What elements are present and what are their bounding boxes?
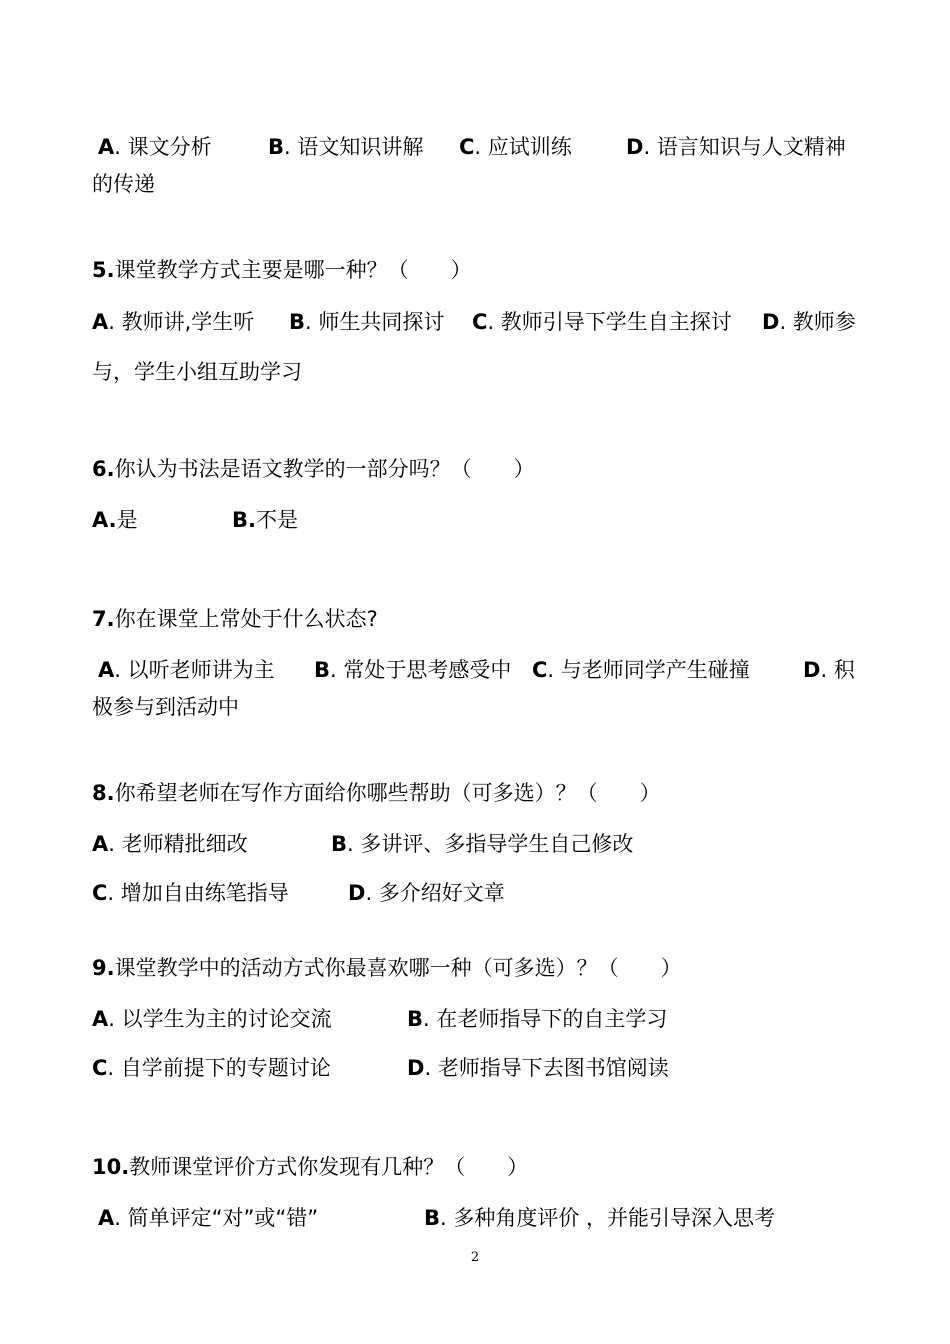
q5-option-a-key: A bbox=[92, 310, 109, 334]
q8-option-d-text: . 多介绍好文章 bbox=[365, 881, 505, 905]
q9-option-c-text: . 自学前提下的专题讨论 bbox=[107, 1056, 331, 1080]
q7-option-c-key: C bbox=[532, 658, 548, 682]
q8-option-d bbox=[348, 883, 505, 904]
q10-stem bbox=[92, 1157, 528, 1178]
q8-option-c-key: C bbox=[92, 881, 108, 905]
q9-stem-text: 课堂教学中的活动方式你最喜欢哪一种（可多选）？（ ） bbox=[114, 956, 682, 980]
q5-option-d bbox=[762, 312, 856, 333]
q6-stem bbox=[92, 459, 535, 480]
q6-option-b bbox=[232, 510, 298, 531]
q5-option-c bbox=[472, 312, 732, 333]
q4-option-c bbox=[459, 137, 572, 158]
q4-wrap-line: 的传递 bbox=[92, 172, 155, 196]
q6-option-a bbox=[92, 510, 138, 531]
q9-option-a-key: A bbox=[92, 1007, 109, 1031]
q7-option-d-text: . 积 bbox=[820, 658, 855, 682]
q8-number: 8. bbox=[92, 781, 115, 805]
q5-option-d-text: . 教师参 bbox=[779, 310, 856, 334]
q4-option-c-key: C bbox=[459, 135, 475, 159]
q6-option-a-text: 是 bbox=[116, 508, 138, 532]
q5-stem bbox=[92, 260, 472, 281]
q9-option-c bbox=[92, 1058, 331, 1079]
q7-option-a bbox=[98, 660, 275, 681]
q8-option-b-key: B bbox=[331, 832, 348, 856]
q4-option-d-key: D bbox=[626, 135, 644, 159]
q9-option-d-key: D bbox=[407, 1056, 425, 1080]
q10-stem-text: 教师课堂评价方式你发现有几种？（ ） bbox=[129, 1155, 529, 1179]
q10-option-b-key: B bbox=[424, 1206, 441, 1230]
q9-option-c-key: C bbox=[92, 1056, 108, 1080]
q6-stem-text: 你认为书法是语文教学的一部分吗？（ ） bbox=[114, 457, 535, 481]
q4-option-b-key: B bbox=[268, 135, 285, 159]
q6-option-b-text: 不是 bbox=[255, 508, 298, 532]
q9-number: 9. bbox=[92, 956, 115, 980]
q4-option-b-text: . 语文知识讲解 bbox=[284, 135, 424, 159]
q7-option-b-key: B bbox=[314, 658, 331, 682]
q9-option-b-text: . 在老师指导下的自主学习 bbox=[423, 1007, 668, 1031]
page-number: 2 bbox=[470, 1250, 480, 1265]
q9-option-b bbox=[407, 1009, 667, 1030]
q7-option-b bbox=[314, 660, 511, 681]
q5-number: 5. bbox=[92, 258, 115, 282]
q4-option-d-text: . 语言知识与人文精神 bbox=[643, 135, 846, 159]
q5-option-b bbox=[289, 312, 444, 333]
q8-option-c bbox=[92, 883, 289, 904]
q8-option-c-text: . 增加自由练笔指导 bbox=[107, 881, 289, 905]
q5-wrap-line: 与，学生小组互助学习 bbox=[92, 360, 302, 384]
q7-option-c-text: . 与老师同学产生碰撞 bbox=[547, 658, 750, 682]
q5-option-b-text: . 师生共同探讨 bbox=[305, 310, 445, 334]
q4-options-line bbox=[98, 137, 212, 158]
q8-option-a bbox=[92, 834, 248, 855]
q7-stem bbox=[92, 609, 378, 630]
q8-option-b-text: . 多讲评、多指导学生自己修改 bbox=[347, 832, 634, 856]
q6-option-a-key: A. bbox=[92, 508, 117, 532]
q7-option-a-key: A bbox=[98, 658, 115, 682]
q6-option-b-key: B. bbox=[232, 508, 256, 532]
q10-option-a-key: A bbox=[98, 1206, 115, 1230]
q7-stem-text: 你在课堂上常处于什么状态? bbox=[114, 607, 378, 631]
q9-option-b-key: B bbox=[407, 1007, 424, 1031]
q4-option-c-text: . 应试训练 bbox=[474, 135, 572, 159]
q8-option-d-key: D bbox=[348, 881, 366, 905]
q9-stem bbox=[92, 958, 682, 979]
q5-option-b-key: B bbox=[289, 310, 306, 334]
q10-option-a-text: . 简单评定“对”或“错” bbox=[114, 1206, 319, 1230]
q5-option-c-text: . 教师引导下学生自主探讨 bbox=[487, 310, 732, 334]
q4-option-a-key: A bbox=[98, 135, 115, 159]
q8-option-a-text: . 老师精批细改 bbox=[108, 832, 248, 856]
q8-option-a-key: A bbox=[92, 832, 109, 856]
q9-option-d bbox=[407, 1058, 669, 1079]
q4-option-b bbox=[268, 137, 423, 158]
q4-option-d bbox=[626, 137, 846, 158]
q8-option-b bbox=[331, 834, 633, 855]
q10-option-a bbox=[98, 1208, 318, 1229]
q10-number: 10. bbox=[92, 1155, 130, 1179]
q10-option-b bbox=[424, 1208, 775, 1229]
q7-option-a-text: . 以听老师讲为主 bbox=[114, 658, 275, 682]
q5-option-d-key: D bbox=[762, 310, 780, 334]
q10-option-b-text: . 多种角度评价 ，并能引导深入思考 bbox=[440, 1206, 776, 1230]
q9-option-d-text: . 老师指导下去图书馆阅读 bbox=[424, 1056, 669, 1080]
q7-option-b-text: . 常处于思考感受中 bbox=[330, 658, 512, 682]
q5-stem-text: 课堂教学方式主要是哪一种？（ ） bbox=[114, 258, 472, 282]
q4-option-a-text: . 课文分析 bbox=[114, 135, 212, 159]
q8-stem-text: 你希望老师在写作方面给你哪些帮助（可多选）？（ ） bbox=[114, 781, 661, 805]
q5-option-a-text: . 教师讲,学生听 bbox=[108, 310, 255, 334]
q9-option-a-text: . 以学生为主的讨论交流 bbox=[108, 1007, 332, 1031]
q8-stem bbox=[92, 783, 661, 804]
q7-option-d-key: D bbox=[803, 658, 821, 682]
q9-option-a bbox=[92, 1009, 332, 1030]
q5-option-c-key: C bbox=[472, 310, 488, 334]
q5-option-a bbox=[92, 312, 254, 333]
q7-wrap-line: 极参与到活动中 bbox=[92, 695, 239, 719]
q7-option-d bbox=[803, 660, 855, 681]
q7-option-c bbox=[532, 660, 750, 681]
q7-number: 7. bbox=[92, 607, 115, 631]
q6-number: 6. bbox=[92, 457, 115, 481]
